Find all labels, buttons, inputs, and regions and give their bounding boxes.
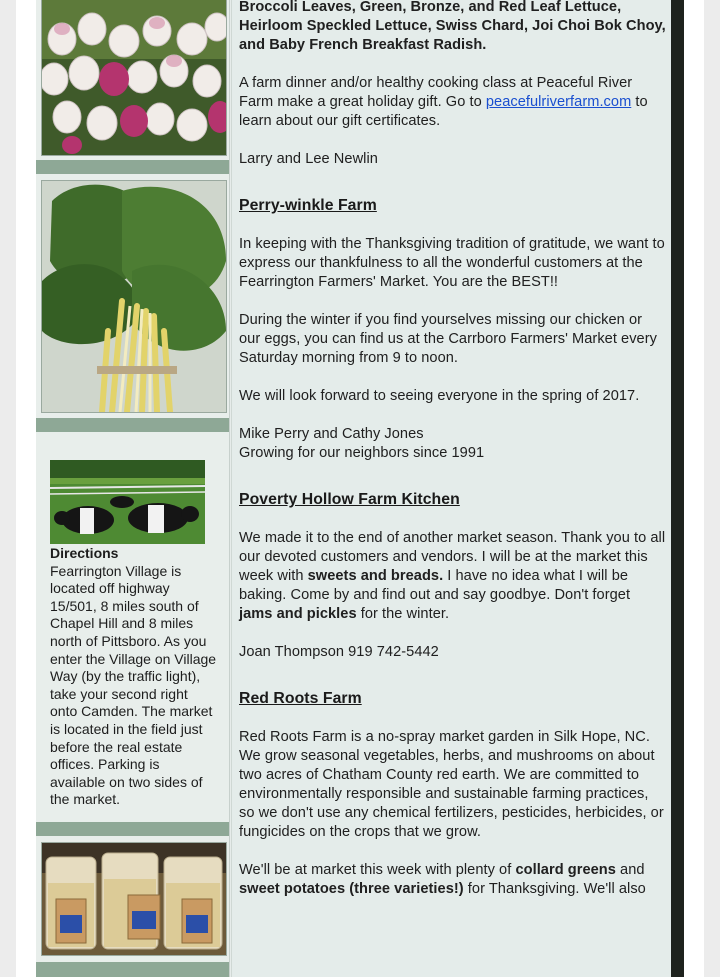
directions-text: Fearrington Village is located off highway 15/501, 8 miles south of Chapel Hill and 8 miles north of Pittsboro. As you enter the Village on Village Way (by the traffic light), take your second right onto Camden. The market is located in the field just before the real estate offices. Parking is available on two sides of the market. <box>50 562 217 808</box>
text-run: for the winter. <box>356 606 450 622</box>
perry-winkle-paragraph: We will look forward to seeing everyone in the spring of 2017. <box>239 388 640 404</box>
bold-text: sweets and breads. <box>307 568 444 584</box>
red-roots-paragraph <box>239 861 667 899</box>
cows-photo <box>50 460 205 544</box>
red-roots-paragraph: Red Roots Farm is a no-spray market garden in Silk Hope, NC. We grow seasonal vegetables, herbs, and mushrooms on about two acres of Chatham County red earth. We are committed to environmentally responsible and sustainable farming practices, so we don't use any chemical fertilizers, pesticides, herbicides, or fungicides on the crops that we grow. <box>239 729 664 840</box>
sidebar-divider <box>36 962 229 977</box>
signature-perry-winkle <box>239 425 667 463</box>
text-run: We made it to the end of another market season. Thank you to all our devoted customers and vendors. I will be at the market this week with <box>239 530 666 584</box>
sidebar-divider <box>36 160 229 174</box>
directions-title: Directions <box>50 545 119 561</box>
jars-photo <box>41 842 227 956</box>
bold-text: sweet potatoes (three varieties!) <box>239 881 464 897</box>
right-border-bar <box>671 0 684 977</box>
sidebar-divider <box>36 418 229 432</box>
poverty-hollow-paragraph <box>239 529 667 624</box>
directions-block <box>50 545 218 809</box>
signature-peaceful-river: Larry and Lee Newlin <box>239 151 378 167</box>
sidebar-divider <box>36 822 229 836</box>
perry-winkle-paragraph: In keeping with the Thanksgiving tradition of gratitude, we want to express our thankfulness to all the wonderful customers at the Fearrington Farmers' Market. You are the BEST!! <box>239 236 665 290</box>
signature-poverty-hollow: Joan Thompson 919 742-5442 <box>239 644 439 660</box>
newsletter-content <box>239 0 667 918</box>
section-title-red-roots: Red Roots Farm <box>239 690 362 707</box>
text-run: and <box>615 862 645 878</box>
signature-tagline: Growing for our neighbors since 1991 <box>239 445 485 461</box>
section-title-poverty-hollow: Poverty Hollow Farm Kitchen <box>239 491 460 508</box>
gift-text: A farm dinner and/or healthy cooking class at Peaceful River Farm make a great holiday gift. Go to <box>239 75 633 110</box>
produce-list: Broccoli Leaves, Green, Bronze, and Red Leaf Lettuce, Heirloom Speckled Lettuce, Swiss Chard, Joi Choi Bok Choy, and Baby French Breakfast Radish. <box>239 0 666 53</box>
peacefulriverfarm-link[interactable]: peacefulriverfarm.com <box>485 94 632 110</box>
perry-winkle-paragraph: During the winter if you find yourselves missing our chicken or our eggs, you can find us at the Carrboro Farmers' Market every Saturday morning from 9 to noon. <box>239 312 657 366</box>
radish-photo <box>41 0 227 156</box>
text-run: for Thanksgiving. We'll also <box>463 881 646 897</box>
bold-text: collard greens <box>515 862 616 878</box>
chard-photo <box>41 180 227 413</box>
gift-text-end: to learn about our gift certificates. <box>239 94 648 129</box>
text-run: I have no idea what I will be baking. Come by and find out and say goodbye. Don't forget <box>239 568 631 603</box>
signature-names: Mike Perry and Cathy Jones <box>239 426 424 442</box>
gift-paragraph <box>239 74 667 131</box>
section-title-perry-winkle: Perry-winkle Farm <box>239 197 377 214</box>
text-run: We'll be at market this week with plenty of <box>239 862 516 878</box>
bold-text: jams and pickles <box>239 606 357 622</box>
